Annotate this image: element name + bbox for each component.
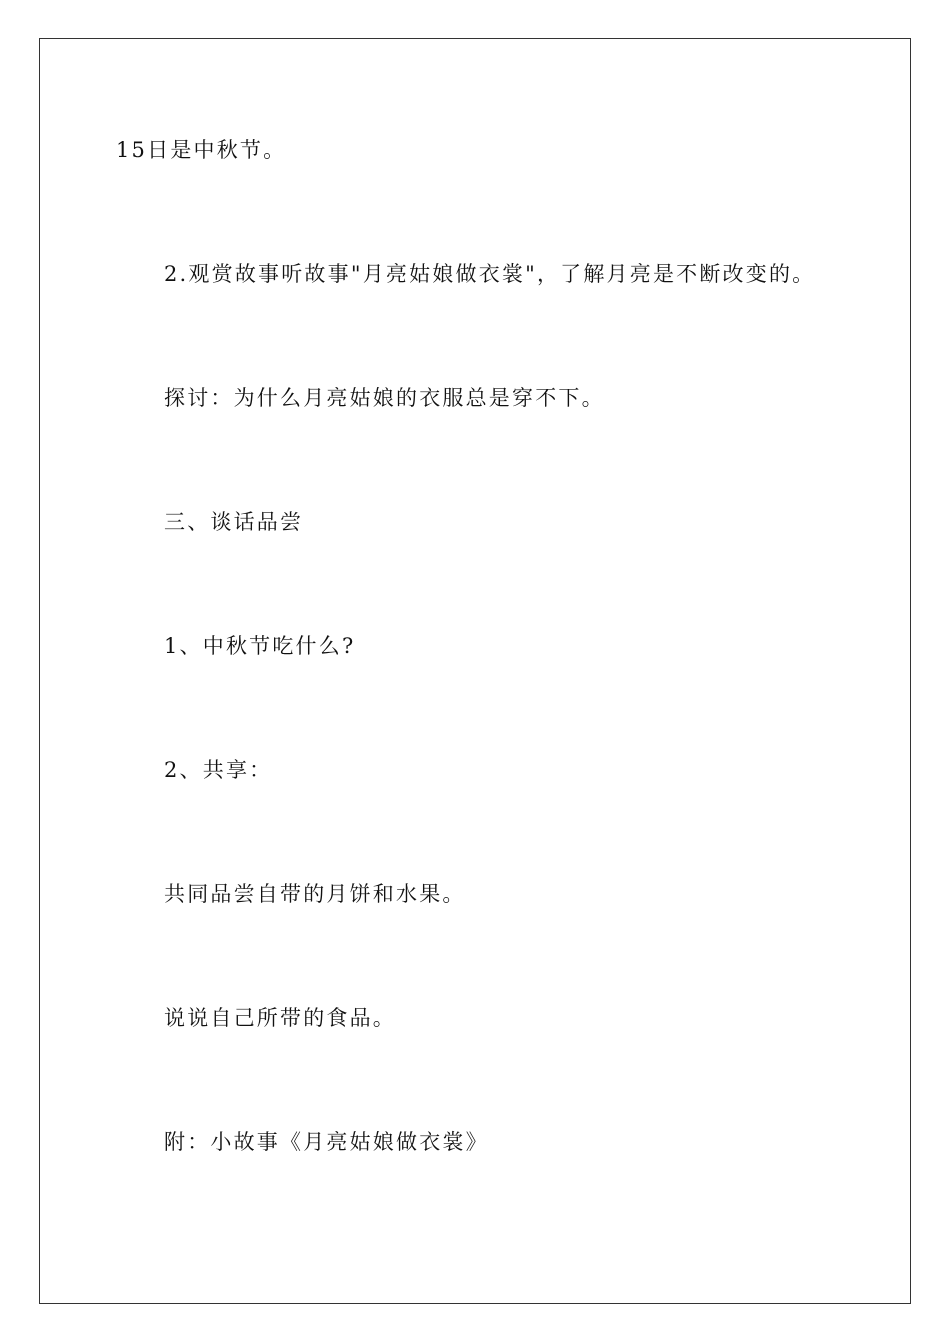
list-item-what-to-eat: 1、中秋节吃什么? xyxy=(164,634,356,658)
page-border xyxy=(39,38,911,1304)
paragraph-continuation: 15日是中秋节。 xyxy=(116,138,287,162)
section-heading-tasting: 三、谈话品尝 xyxy=(164,510,304,534)
paragraph-story-activity: 2.观赏故事听故事"月亮姑娘做衣裳"，了解月亮是不断改变的。 xyxy=(164,262,816,286)
paragraph-talk-food: 说说自己所带的食品。 xyxy=(164,1006,396,1030)
paragraph-taste-together: 共同品尝自带的月饼和水果。 xyxy=(164,882,466,906)
paragraph-appendix-story: 附：小故事《月亮姑娘做衣裳》 xyxy=(164,1130,489,1154)
paragraph-discussion: 探讨：为什么月亮姑娘的衣服总是穿不下。 xyxy=(164,386,605,410)
list-item-share: 2、共享： xyxy=(164,758,273,782)
